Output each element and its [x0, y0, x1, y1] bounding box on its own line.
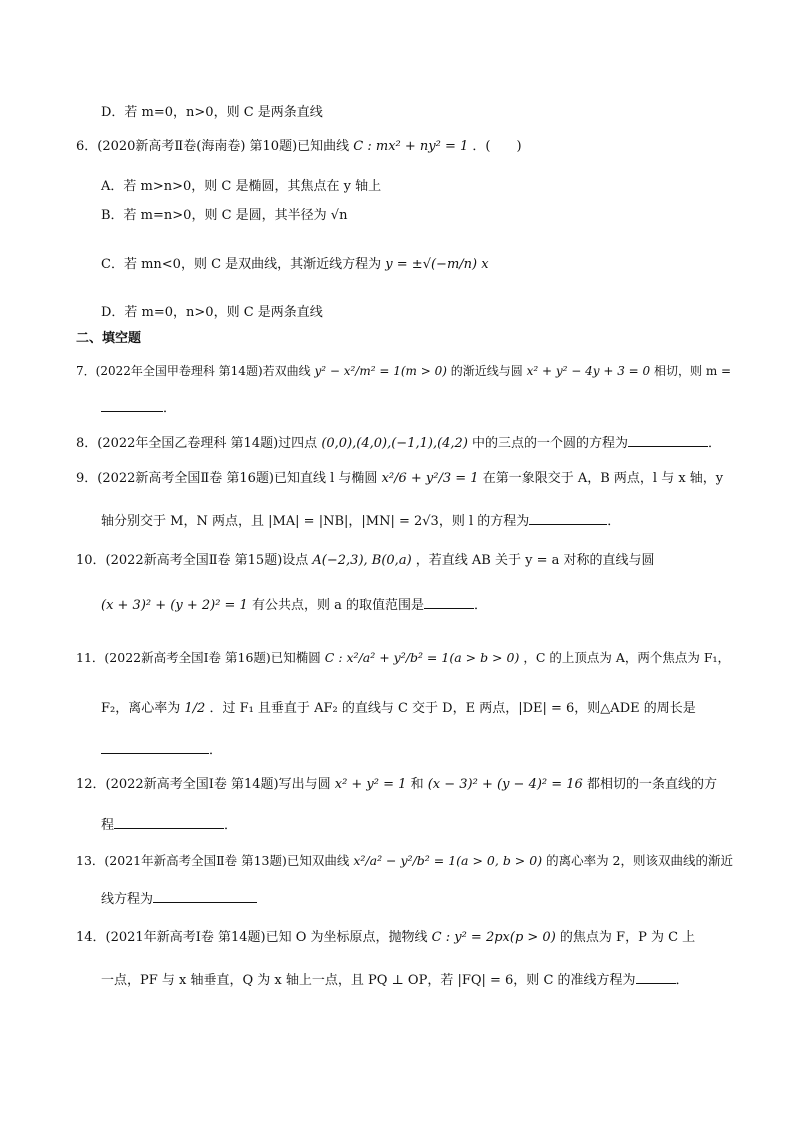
q13-equation: x²/a² − y²/b² = 1(a > 0, b > 0) [353, 853, 543, 868]
q12-tail: 都相切的一条直线的方 [586, 777, 717, 792]
q10-circle-equation: (x + 3)² + (y + 2)² = 1 [101, 598, 248, 613]
q9-end: ． [607, 514, 621, 529]
q6-equation: C : mx² + ny² = 1 [353, 139, 469, 154]
q12-mid: 和 [410, 777, 424, 792]
q8-stem-text: 8．(2022年全国乙卷理科 第14题)过四点 [76, 436, 318, 451]
q12-line2-text: 程 [101, 818, 115, 833]
q14-equation: C : y² = 2px(p > 0) [431, 930, 556, 945]
q11-fraction: 1/2 [184, 701, 206, 716]
q11-line2-b: ．过 F₁ 且垂直于 AF₂ 的直线与 C 交于 D，E 两点，|DE| = 6，则△ADE 的周长是 [209, 701, 696, 716]
q8-stem [76, 432, 721, 453]
q14-stem-text: 14．(2021年新高考Ⅰ卷 第14题)已知 O 为坐标原点，抛物线 [76, 930, 428, 945]
q13-blank[interactable] [153, 888, 257, 903]
q13-line2 [101, 888, 257, 909]
q7-answer-line [101, 397, 176, 418]
q5-option-d: D．若 m=0，n>0，则 C 是两条直线 [101, 105, 323, 120]
q8-tail: 中的三点的一个圆的方程为 [472, 436, 629, 451]
q9-tail: 在第一象限交于 A，B 两点，l 与 x 轴，y [482, 471, 724, 486]
q14-line2 [101, 969, 689, 990]
q11-stem-text: 11．(2022新高考全国Ⅰ卷 第16题)已知椭圆 [76, 650, 321, 665]
q7-circle-equation: x² + y² − 4y + 3 = 0 [526, 364, 651, 378]
q9-line2-text: 轴分别交于 M，N 两点，且 |MA| = |NB|，|MN| = 2√3，则 l 的方程为 [101, 514, 530, 529]
q8-blank[interactable] [628, 432, 708, 447]
q7-mid: 的渐近线与圆 [450, 364, 523, 378]
q12-blank[interactable] [114, 814, 224, 829]
q10-line2 [101, 594, 487, 615]
q6-option-b: B．若 m=n>0，则 C 是圆，其半径为 √n [101, 208, 348, 223]
q12-end: ． [224, 818, 238, 833]
q12-stem [76, 776, 717, 794]
q6-option-d: D．若 m=0，n>0，则 C 是两条直线 [101, 305, 323, 320]
q10-stem [76, 552, 655, 570]
q9-stem-text: 9．(2022新高考全国Ⅱ卷 第16题)已知直线 l 与椭圆 [76, 471, 378, 486]
q9-stem [76, 470, 723, 488]
q14-line2-text: 一点，PF 与 x 轴垂直，Q 为 x 轴上一点，且 PQ ⊥ OP，若 |FQ| = 6，则 C 的准线方程为 [101, 973, 636, 988]
q7-end: ． [163, 401, 177, 416]
q14-tail: 的焦点为 F，P 为 C 上 [559, 930, 696, 945]
q11-line2 [101, 700, 696, 718]
q12-equation-1: x² + y² = 1 [334, 777, 407, 792]
q9-equation: x²/6 + y²/3 = 1 [381, 471, 479, 486]
q11-equation: C : x²/a² + y²/b² = 1(a > b > 0) [324, 650, 520, 665]
q6-tail: ．( ) [472, 139, 522, 154]
q6-stem [76, 138, 522, 156]
q8-points: (0,0),(4,0),(−1,1),(4,2) [321, 436, 468, 451]
q13-stem [76, 852, 733, 870]
q7-stem-text: 7．(2022年全国甲卷理科 第14题)若双曲线 [76, 364, 311, 378]
q12-equation-2: (x − 3)² + (y − 4)² = 16 [427, 777, 583, 792]
q9-blank[interactable] [529, 510, 607, 525]
q6-option-c-equation: y = ±√(−m/n) x [385, 257, 489, 272]
q11-answer-line [101, 739, 222, 760]
q11-blank[interactable] [101, 739, 209, 754]
q12-stem-text: 12．(2022新高考全国Ⅰ卷 第14题)写出与圆 [76, 777, 331, 792]
q6-stem-text: 6．(2020新高考Ⅱ卷(海南卷) 第10题)已知曲线 [76, 139, 350, 154]
q14-blank[interactable] [636, 969, 676, 984]
q13-tail: 的离心率为 2，则该双曲线的渐近 [546, 853, 733, 868]
q11-line2-a: F₂，离心率为 [101, 701, 181, 716]
q7-equation: y² − x²/m² = 1(m > 0) [314, 364, 447, 378]
q10-stem-text: 10．(2022新高考全国Ⅱ卷 第15题)设点 [76, 553, 309, 568]
q11-tail: ，C 的上顶点为 A，两个焦点为 F₁， [523, 650, 731, 665]
q10-line2-text: 有公共点，则 a 的取值范围是 [251, 598, 424, 613]
q13-stem-text: 13．(2021年新高考全国Ⅱ卷 第13题)已知双曲线 [76, 853, 350, 868]
q14-end: ． [675, 973, 689, 988]
q6-option-a: A．若 m>n>0，则 C 是椭圆，其焦点在 y 轴上 [101, 179, 382, 194]
q6-option-c-text: C．若 mn<0，则 C 是双曲线，其渐近线方程为 [101, 257, 382, 272]
q7-stem [76, 362, 731, 380]
q13-line2-text: 线方程为 [101, 892, 154, 907]
q14-stem [76, 929, 695, 947]
section-heading: 二、填空题 [76, 331, 142, 346]
q10-points: A(−2,3), B(0,a) [312, 553, 412, 568]
q11-stem [76, 649, 730, 667]
q6-option-c [101, 256, 489, 274]
q11-end: ． [209, 743, 223, 758]
q10-blank[interactable] [424, 594, 474, 609]
q7-tail: 相切，则 m = [654, 364, 732, 378]
q10-tail: ，若直线 AB 关于 y = a 对称的直线与圆 [415, 553, 655, 568]
q8-end: ． [708, 436, 722, 451]
q7-blank[interactable] [101, 397, 163, 412]
q10-end: ． [473, 598, 487, 613]
q9-line2 [101, 510, 620, 531]
q12-line2 [101, 814, 237, 835]
